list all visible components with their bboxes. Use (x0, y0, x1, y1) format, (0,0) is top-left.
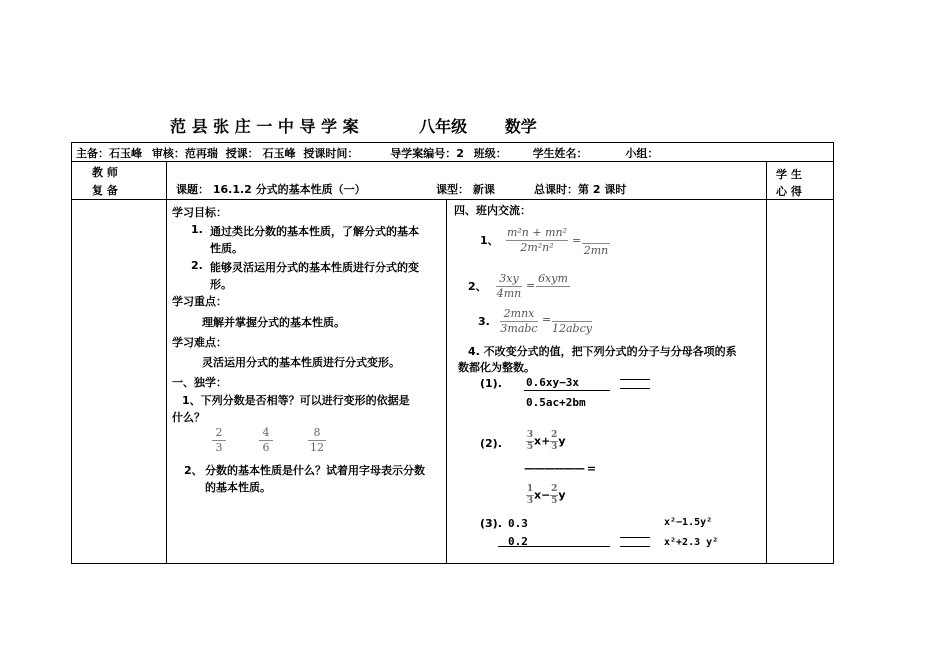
school-title: 范 县 张 庄 一 中 导 学 案 (170, 117, 359, 136)
teacher: 授课： 石玉峰 (225, 147, 296, 160)
key-points-title: 学习重点： (172, 295, 227, 308)
exercise-2-result (536, 272, 570, 297)
table-left-border (71, 142, 72, 564)
fraction-numerator: 4 (262, 426, 270, 439)
term-variable: y (558, 434, 566, 448)
review-header-2: 复 备 (92, 184, 118, 197)
fraction-denominator: 3 (212, 440, 226, 455)
self-study-title: 一、独学： (172, 376, 227, 389)
fraction-numerator: 2 (551, 430, 558, 440)
problem-2-fraction-bar: —————— = (524, 462, 596, 475)
problem-1-label: (1). (480, 377, 502, 390)
fraction-numerator: 2 (215, 426, 223, 439)
difficulty-title: 学习难点： (172, 336, 227, 349)
question-2-text: 分数的基本性质是什么？试着用字母表示分数 (205, 464, 425, 477)
exercise-3-label: 3. (478, 315, 490, 328)
term-variable: y (558, 488, 566, 502)
fraction-2-3 (212, 426, 226, 455)
goal-2-text: 能够灵活运用分式的基本性质进行分式的变 (210, 261, 419, 274)
fraction-denominator: 2m²n² (506, 240, 568, 255)
group-field: 小组： (625, 147, 659, 160)
problem-3-denominator: 0.2 (508, 535, 528, 548)
term-variable: x− (534, 488, 551, 502)
question-4-text: 4. 不改变分式的值，把下列分式的分子与分母各项的系 (468, 345, 737, 358)
problem-1-denominator: 0.5ac+2bm (526, 396, 586, 409)
notes-header-1: 学 生 (776, 168, 802, 181)
exercise-3-result (552, 313, 592, 336)
lesson-type: 课型： 新课 (436, 183, 495, 196)
exercise-1-equals: = (572, 234, 582, 247)
exercise-1-fraction (506, 226, 568, 255)
fraction-bar (536, 286, 570, 297)
table-row2-border (71, 199, 834, 200)
fraction-denominator: 3 (526, 496, 534, 506)
fraction-denominator: 3 (551, 442, 558, 452)
col-divider-2 (446, 199, 447, 564)
problem-1-fraction-bar (524, 390, 610, 391)
difficulty-text: 灵活运用分式的基本性质进行分式变形。 (202, 356, 400, 369)
fraction-numerator: 6xym (538, 272, 568, 285)
table-right-border (833, 142, 834, 564)
key-points-text: 理解并掌握分式的基本性质。 (202, 316, 345, 329)
student-name-field: 学生姓名： (532, 147, 588, 160)
fraction-numerator: m²n + mn² (506, 226, 568, 239)
exercise-3-fraction (500, 307, 538, 336)
goal-1-text-cont: 性质。 (210, 242, 243, 255)
exercise-1-result (582, 233, 610, 258)
problem-2-denominator (526, 484, 565, 507)
info-row (76, 145, 658, 161)
fraction-numerator: 8 (313, 426, 321, 439)
fraction-denominator: 4mn (496, 287, 522, 300)
problem-1-numerator: 0.6xy−3x (526, 376, 579, 389)
fraction-denominator: 2mn (583, 244, 609, 257)
lesson-title: 课题： 16.1.2 分式的基本性质（一） (176, 183, 366, 196)
table-bottom-border (71, 563, 834, 564)
table-top-border (71, 142, 834, 143)
plan-number: 导学案编号：2 (390, 147, 464, 160)
exercise-2-label: 2、 (468, 280, 487, 293)
problem-3-answer-line-top (620, 537, 650, 538)
class-exchange-title: 四、班内交流： (454, 204, 531, 217)
fraction-denominator: 5 (526, 442, 534, 452)
question-4-text-cont: 数都化为整数。 (458, 361, 535, 374)
subject-label: 数学 (504, 117, 537, 136)
total-hours: 总课时：第 2 课时 (534, 183, 627, 196)
exercise-1-label: 1、 (480, 234, 499, 247)
problem-3-label: (3). (480, 517, 502, 530)
col-divider-3 (766, 161, 767, 564)
goal-2-text-cont: 形。 (210, 278, 232, 291)
problem-2-label: (2). (480, 437, 502, 450)
question-1-text: 1、下列分数是否相等？可以进行变形的依据是 (182, 394, 410, 407)
problem-3-numerator: 0.3 (508, 517, 528, 530)
question-2-number: 2、 (184, 464, 203, 477)
teach-time: 授课时间： (303, 147, 359, 160)
term-variable: x+ (534, 434, 551, 448)
goal-2-number: 2. (191, 259, 203, 272)
col-divider-1 (166, 161, 167, 564)
fraction-numerator: 3xy (499, 272, 519, 285)
fraction-numerator: 2 (551, 484, 558, 494)
problem-1-answer-line-top (620, 379, 650, 380)
problem-1-answer-line-bottom (620, 388, 650, 389)
grade-label: 八年级 (419, 117, 468, 136)
fraction-denominator: 3mabc (500, 322, 538, 335)
problem-3-answer-line-bottom (620, 546, 650, 547)
goals-title: 学习目标： (172, 206, 227, 219)
fraction-numerator: 2mnx (503, 307, 535, 320)
question-2-text-cont: 的基本性质。 (205, 481, 271, 494)
fraction-numerator: 1 (526, 484, 534, 494)
class-field: 班级： (473, 147, 507, 160)
table-row1-border (71, 161, 834, 162)
goal-1-number: 1. (191, 223, 203, 236)
editor: 主备：石玉峰 (76, 147, 142, 160)
exercise-2-equals: = (526, 279, 536, 292)
fraction-numerator: 3 (526, 430, 534, 440)
fraction-denominator: 12 (310, 441, 324, 454)
document-title (170, 114, 537, 137)
fraction-4-6 (259, 426, 273, 455)
fraction-denominator: 5 (551, 496, 558, 506)
question-1-text-cont: 什么？ (172, 411, 205, 424)
goal-1-text: 通过类比分数的基本性质，了解分式的基本 (210, 225, 419, 238)
fraction-8-12 (308, 426, 326, 455)
problem-3-result-numerator: x²−1.5y² (664, 517, 713, 528)
problem-2-numerator (526, 430, 565, 453)
fraction-denominator: 12abcy (552, 322, 592, 335)
reviewer: 审核：范再瑞 (151, 147, 218, 160)
exercise-3-equals: = (542, 313, 552, 326)
problem-3-result-denominator: x²+2.3 y² (664, 537, 719, 548)
exercise-2-fraction (496, 272, 522, 301)
fraction-denominator: 6 (259, 440, 273, 455)
notes-header-2: 心 得 (776, 185, 802, 198)
review-header-1: 教 师 (92, 166, 118, 179)
